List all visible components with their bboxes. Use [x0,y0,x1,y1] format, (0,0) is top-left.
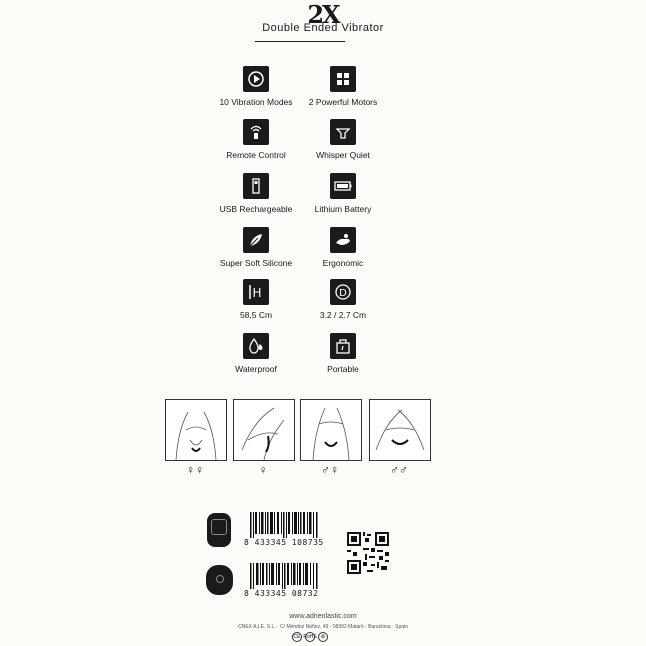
water-drop-icon [243,333,269,359]
feature-motors [268,66,418,107]
usb-icon [243,173,269,199]
feature-label: 58,5 Cm [239,310,273,320]
feature-label: Whisper Quiet [316,150,370,160]
feature-label: 10 Vibration Modes [219,97,293,107]
rohs-mark-icon: RoHS [303,634,317,640]
brand-logo: 2X [307,0,339,29]
company-address: CNEX A.I.E. S.L. · C/ Méndez Núñez, 49 · 08302 Mataró · Barcelona · Spain [238,624,408,630]
feature-label: Portable [327,364,359,374]
gender-symbols: ♂♂ [390,463,408,477]
bag-icon [330,333,356,359]
position-illustration [233,399,295,461]
feature-label: USB Rechargeable [219,204,293,214]
title-underline [255,41,345,42]
diameter-icon [330,279,356,305]
remote-image-2 [206,565,233,595]
remote-image-1 [207,513,231,547]
ce-mark-icon: CE [293,634,301,640]
feature-label: Lithium Battery [314,204,372,214]
motors-icon [330,66,356,92]
feature-label: 2 Powerful Motors [308,97,378,107]
product-title: Double Ended Vibrator [262,22,384,34]
feature-quiet [268,119,418,160]
svg-text:D: D [339,288,347,299]
feature-ergonomic [268,227,418,268]
barcode-2 [250,563,318,589]
svg-text:H: H [252,286,262,300]
qr-code [347,532,389,574]
barcode-number: 8 433345 108735 [244,538,324,547]
feather-icon [243,227,269,253]
battery-icon [330,173,356,199]
play-icon [243,66,269,92]
feature-label: Ergonomic [322,258,364,268]
feature-battery [268,173,418,214]
barcode-number: 8 433345 08732 [244,589,319,598]
gender-symbols: ♂♀ [321,463,339,477]
position-illustration [369,399,431,461]
feature-label: Waterproof [235,364,277,374]
gender-symbols: ♀ [258,463,268,477]
feature-label: 3.2 / 2.7 Cm [319,310,367,320]
quiet-icon [330,119,356,145]
remote-icon [243,119,269,145]
recycle-icon: ♻ [318,632,328,642]
height-icon [243,279,269,305]
hand-icon [330,227,356,253]
gender-symbols: ♀♀ [186,463,204,477]
position-illustration [300,399,362,461]
feature-label: Remote Control [226,150,286,160]
barcode-1 [250,512,318,538]
position-illustration [165,399,227,461]
feature-diameter [268,279,418,320]
feature-label: Super Soft Silicone [219,258,293,268]
website-url: www.adrienlastic.com [289,613,357,620]
feature-portable [268,333,418,374]
certification-marks [270,632,350,642]
